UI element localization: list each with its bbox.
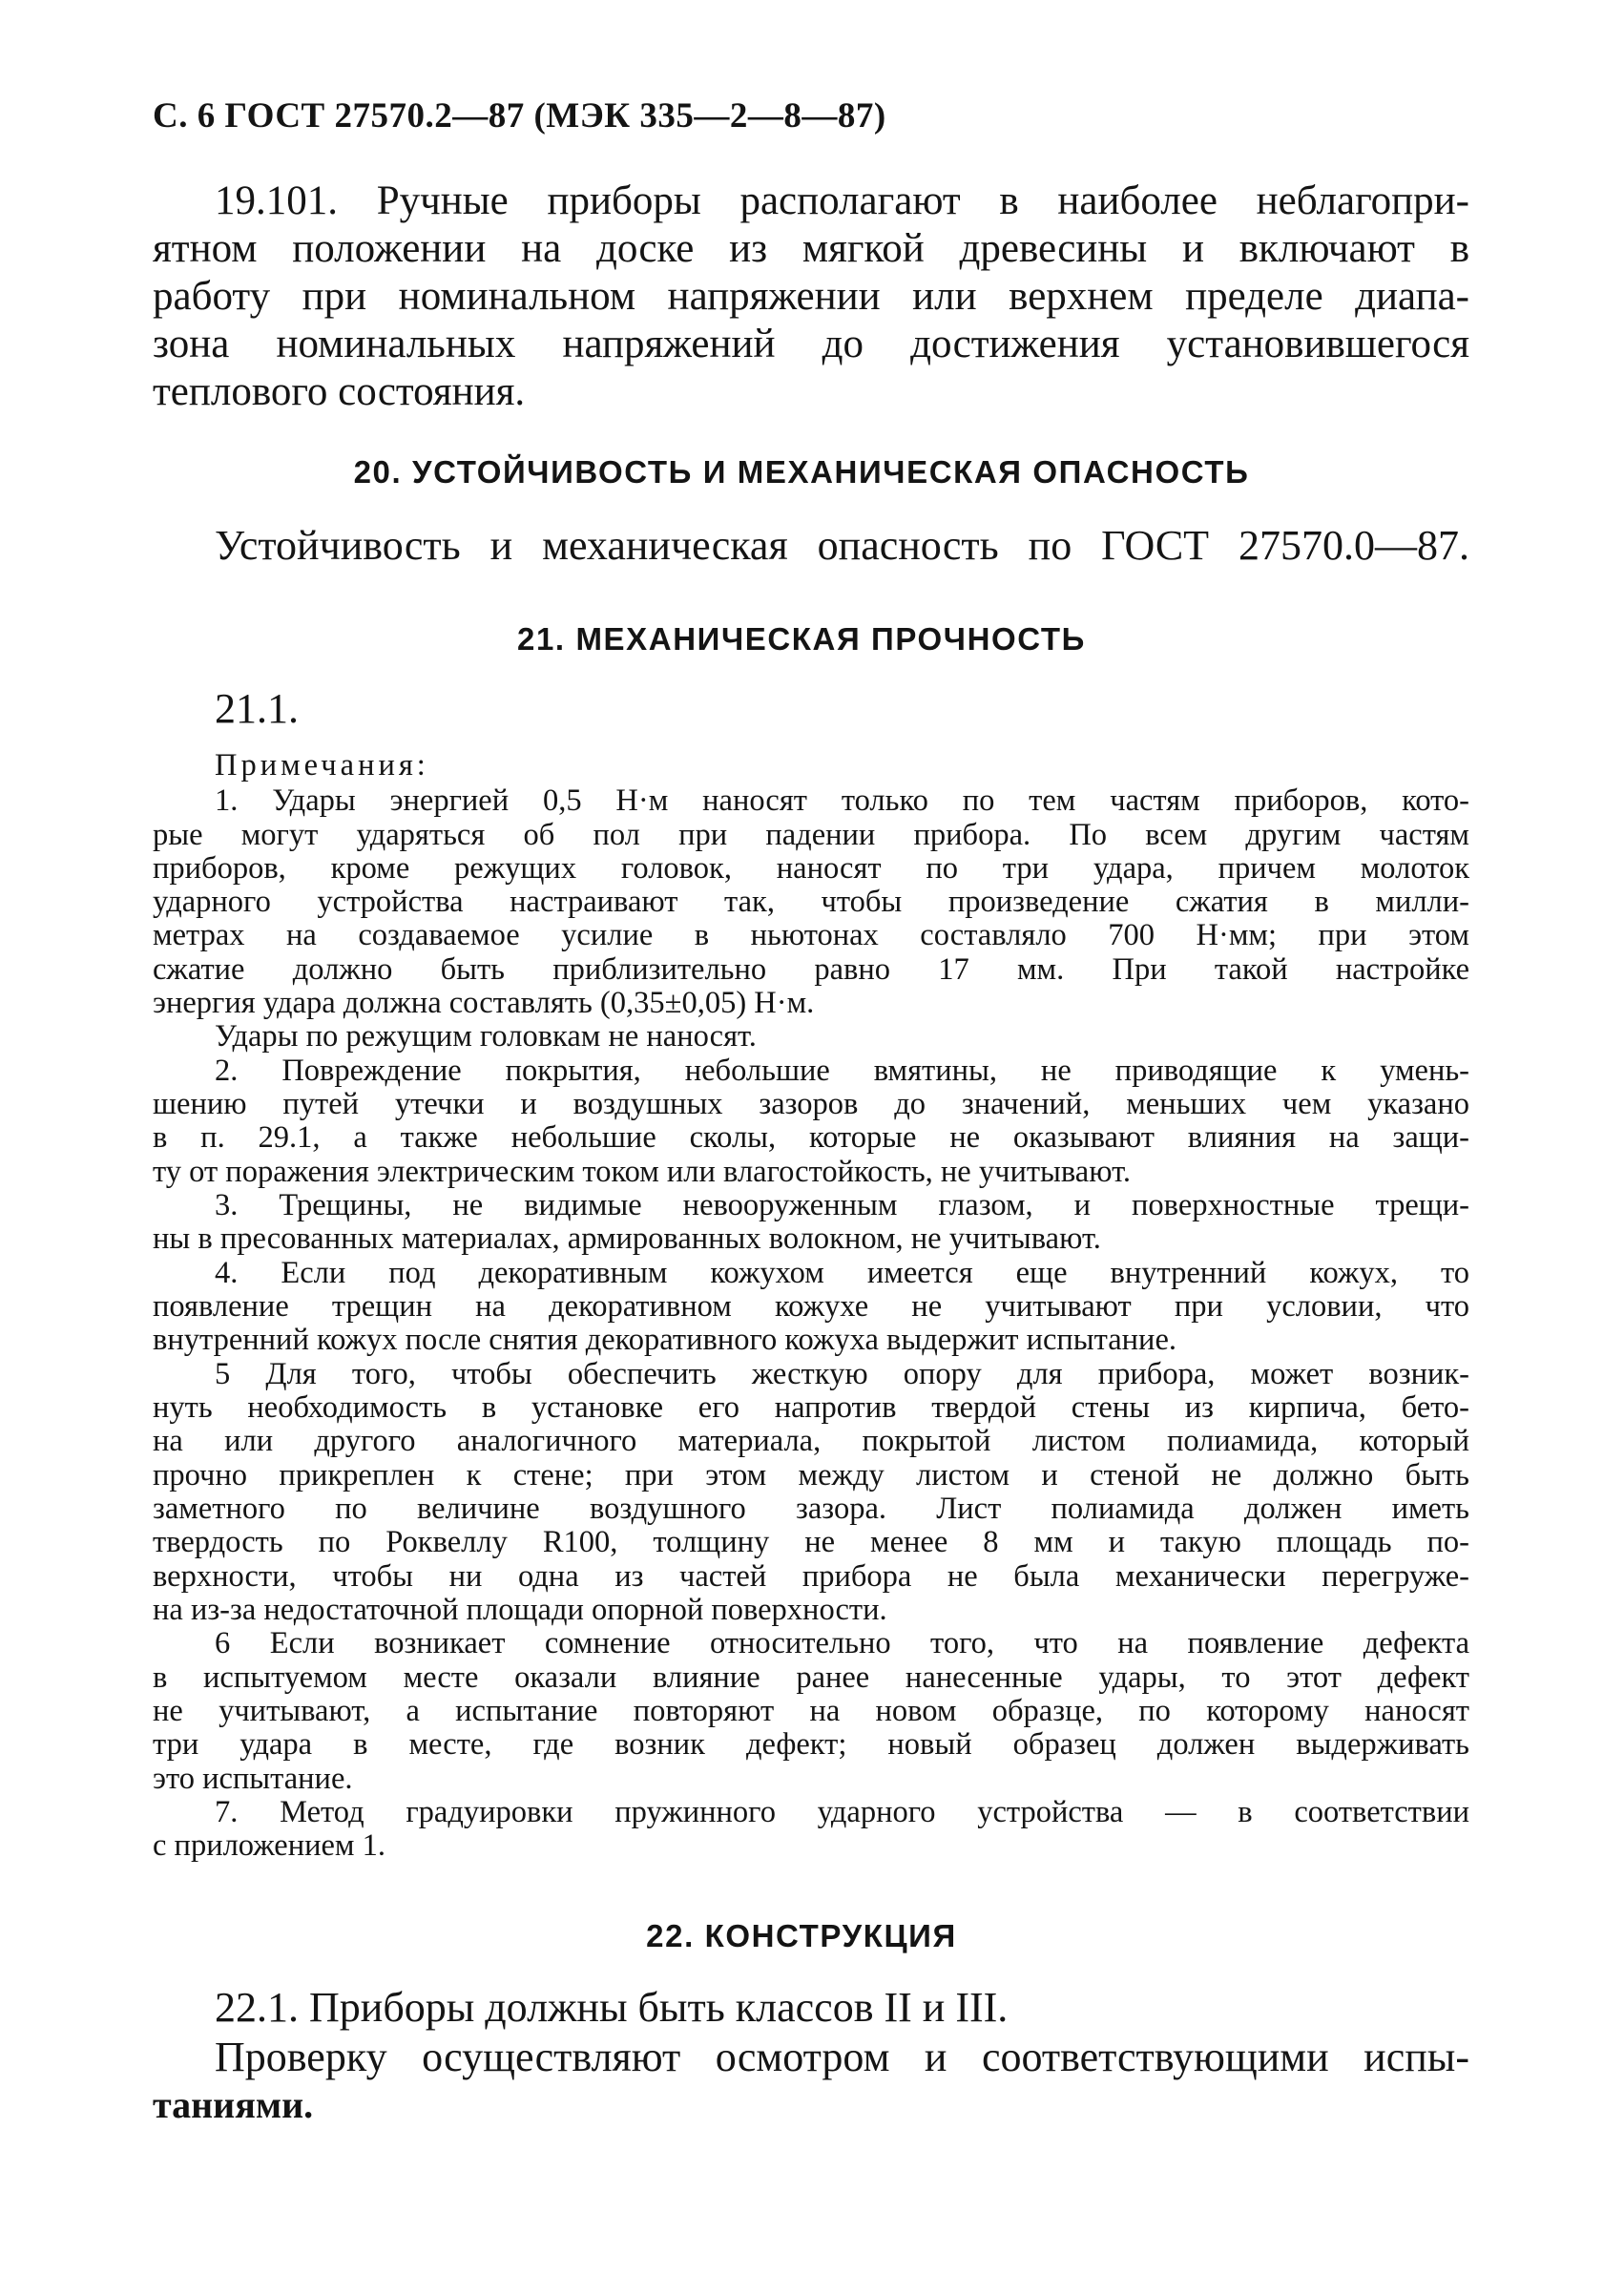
note-line: 5 Для того, чтобы обеспечить жесткую опору для прибора, может возник- <box>215 1357 1469 1391</box>
note-line: рые могут ударяться об пол при падении прибора. По всем другим частям <box>153 818 1469 852</box>
paragraph-line: работу при номинальном напряжении или верхнем пределе диапа- <box>153 274 1469 319</box>
clause-21-1: 21.1. <box>215 685 299 732</box>
note-line: ударного устройства настраивают так, чтобы произведение сжатия в милли- <box>153 885 1469 919</box>
note-line: сжатие должно быть приблизительно равно 17 мм. При такой настройке <box>153 952 1469 987</box>
paragraph-line: теплового состояния. <box>153 369 526 414</box>
note-line: 1. Удары энергией 0,5 Н·м наносят только по тем частям приборов, кото- <box>215 783 1469 818</box>
notes-title: Примечания: <box>215 748 429 783</box>
section-20-text: Устойчивость и механическая опасность по ГОСТ 27570.0—87. <box>215 522 1469 569</box>
section-heading-20: 20. УСТОЙЧИВОСТЬ И МЕХАНИЧЕСКАЯ ОПАСНОСТЬ <box>353 454 1250 490</box>
note-line: 7. Метод градуировки пружинного ударного устройства — в соответствии <box>215 1795 1469 1829</box>
note-line: энергия удара должна составлять (0,35±0,05) Н·м. <box>153 986 815 1020</box>
note-line: на из-за недостаточной площади опорной поверхности. <box>153 1593 887 1627</box>
paragraph-line: ятном положении на доске из мягкой древесины и включают в <box>153 226 1469 271</box>
section-heading-22: 22. КОНСТРУКЦИЯ <box>646 1918 957 1953</box>
note-line: твердость по Роквеллу R100, толщину не менее 8 мм и такую площадь по- <box>153 1525 1469 1559</box>
note-line: шению путей утечки и воздушных зазоров до значений, меньших чем указано <box>153 1087 1469 1121</box>
section-heading-21: 21. МЕХАНИЧЕСКАЯ ПРОЧНОСТЬ <box>517 621 1086 657</box>
note-line: 3. Трещины, не видимые невооруженным глазом, и поверхностные трещи- <box>215 1188 1469 1222</box>
paragraph-line: 19.101. Ручные приборы располагают в наиболее неблагопри- <box>215 178 1469 223</box>
note-line: нуть необходимость в установке его напротив твердой стены из кирпича, бето- <box>153 1390 1469 1425</box>
note-line: Удары по режущим головкам не наносят. <box>215 1019 757 1054</box>
note-line: 2. Повреждение покрытия, небольшие вмятины, не приводящие к умень- <box>215 1054 1469 1088</box>
running-head: С. 6 ГОСТ 27570.2—87 (МЭК 335—2—8—87) <box>153 96 886 136</box>
paragraph-line: Проверку осуществляют осмотром и соответствующими испы- <box>215 2034 1469 2080</box>
note-line: появление трещин на декоративном кожухе не учитывают при условии, что <box>153 1289 1469 1324</box>
note-line: приборов, кроме режущих головок, наносят по три удара, причем молоток <box>153 851 1469 886</box>
note-line: 4. Если под декоративным кожухом имеется еще внутренний кожух, то <box>215 1256 1469 1290</box>
note-line: в п. 29.1, а также небольшие сколы, которые не оказывают влияния на защи- <box>153 1120 1469 1155</box>
note-line: с приложением 1. <box>153 1828 385 1863</box>
note-line: прочно прикреплен к стене; при этом между листом и стеной не должно быть <box>153 1458 1469 1492</box>
note-line: в испытуемом месте оказали влияние ранее нанесенные удары, то этот дефект <box>153 1660 1469 1695</box>
note-line: это испытание. <box>153 1762 353 1796</box>
note-line: заметного по величине воздушного зазора. Лист полиамида должен иметь <box>153 1492 1469 1526</box>
paragraph-line: таниями. <box>153 2083 314 2126</box>
note-line: не учитывают, а испытание повторяют на новом образце, по которому наносят <box>153 1694 1469 1728</box>
note-line: ны в пресованных материалах, армированных волокном, не учитывают. <box>153 1221 1101 1256</box>
note-line: три удара в месте, где возник дефект; новый образец должен выдерживать <box>153 1727 1469 1762</box>
note-line: ту от поражения электрическим током или влагостойкость, не учитывают. <box>153 1155 1131 1189</box>
note-line: верхности, чтобы ни одна из частей прибора не была механически перегруже- <box>153 1559 1469 1594</box>
clause-22-1: 22.1. Приборы должны быть классов II и III. <box>215 1984 1009 2031</box>
note-line: на или другого аналогичного материала, покрытой листом полиамида, который <box>153 1424 1469 1458</box>
note-line: 6 Если возникает сомнение относительно того, что на появление дефекта <box>215 1626 1469 1660</box>
note-line: внутренний кожух после снятия декоративного кожуха выдержит испытание. <box>153 1323 1176 1357</box>
paragraph-line: зона номинальных напряжений до достижения установившегося <box>153 322 1469 366</box>
note-line: метрах на создаваемое усилие в ньютонах составляло 700 Н·мм; при этом <box>153 918 1469 952</box>
